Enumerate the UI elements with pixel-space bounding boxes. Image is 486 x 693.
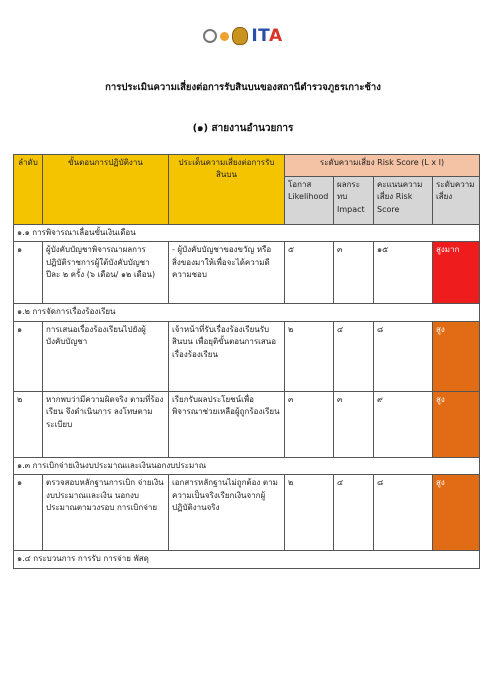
cell-no: ๑ [14,475,43,551]
header-steps: ขั้นตอนการปฏิบัติงาน [43,155,169,225]
header-impact: ผลกระทบ Impact [334,177,374,225]
logo-text: ITA [251,26,283,46]
cell-score: ๙ [374,391,433,457]
table-row [14,391,480,457]
cell-score: ๘ [374,321,433,391]
cell-step: การเสนอเรื่องร้องเรียนไปยังผู้บังคับบัญชา [43,321,169,391]
cell-impact: ๔ [334,321,374,391]
header-risk-group: ระดับความเสี่ยง Risk Score (L x I) [285,155,480,177]
cell-no: ๑ [14,242,43,304]
cell-likelihood: ๒ [285,321,334,391]
magnifier-icon [203,29,217,43]
cell-level: สูงมาก [433,242,480,304]
cell-step: ผู้บังคับบัญชาพิจารณาผลการ ปฏิบัติราชการผู้ใต้บังคับบัญชา ปีละ ๒ ครั้ง (๖ เดือน/ ๑๒ เดือน) [43,242,169,304]
ita-logo [203,26,282,46]
table-row [14,242,480,304]
risk-table [13,154,480,569]
header-issue: ประเด็นความเสี่ยงต่อการรับสินบน [169,155,285,225]
cell-impact: ๓ [334,242,374,304]
cell-level: สูง [433,391,480,457]
logo-row [0,26,486,47]
section-title: ๑.๓ การเบิกจ่ายเงินงบประมาณและเงินนอกงบประมาณ [14,457,480,474]
cell-level: สูง [433,321,480,391]
section-title: ๑.๑ การพิจารณาเลื่อนขั้นเงินเดือน [14,225,480,242]
section-title: ๑.๒ การจัดการเรื่องร้องเรียน [14,304,480,321]
cell-issue: เรียกรับผลประโยชน์เพื่อพิจารณาช่วยเหลือผู้ถูกร้องเรียน [169,391,285,457]
table-row [14,475,480,551]
section-row [14,457,480,474]
cell-likelihood: ๕ [285,242,334,304]
cell-issue: เจ้าหน้าที่รับเรื่องร้องเรียนรับสินบน เพื่อยุติขั้นตอนการเสนอเรื่องร้องเรียน [169,321,285,391]
section-title: ๑.๔ กระบวนการ การรับ การจ่าย พัสดุ [14,551,480,568]
cell-step: ตรวจสอบหลักฐานการเบิก จ่ายเงินงบประมาณและเงิน นอกงบประมาณตามวงรอบ การเบิกจ่าย [43,475,169,551]
cell-no: ๑ [14,321,43,391]
cell-issue: - ผู้บังคับบัญชาของขวัญ หรือสิ่งของมาให้เพื่อจะได้ความดีความชอบ [169,242,285,304]
header-level: ระดับความเสี่ยง [433,177,480,225]
cell-likelihood: ๓ [285,391,334,457]
dot-icon [220,32,229,41]
cell-impact: ๔ [334,475,374,551]
header-score: คะแนนความเสี่ยง Risk Score [374,177,433,225]
cell-step: หากพบว่ามีความผิดจริง ตามที่ร้องเรียน จึงดำเนินการ ลงโทษตามระเบียบ [43,391,169,457]
section-row [14,304,480,321]
section-row [14,225,480,242]
document-subtitle: (๑) สายงานอำนวยการ [192,123,294,134]
section-row [14,551,480,568]
cell-likelihood: ๒ [285,475,334,551]
cell-issue: เอกสารหลักฐานไม่ถูกต้อง ตามความเป็นจริงเรียกเงินจากผู้ปฏิบัติงานจริง [169,475,285,551]
cell-score: ๘ [374,475,433,551]
cell-no: ๒ [14,391,43,457]
police-seal-icon [232,27,248,45]
cell-score: ๑๕ [374,242,433,304]
table-row [14,321,480,391]
cell-impact: ๓ [334,391,374,457]
document-title: การประเมินความเสี่ยงต่อการรับสินบนของสถานีตำรวจภูธรเกาะช้าง [105,82,381,93]
header-likelihood: โอกาส Likelihood [285,177,334,225]
header-order: ลำดับ [14,155,43,225]
cell-level: สูง [433,475,480,551]
